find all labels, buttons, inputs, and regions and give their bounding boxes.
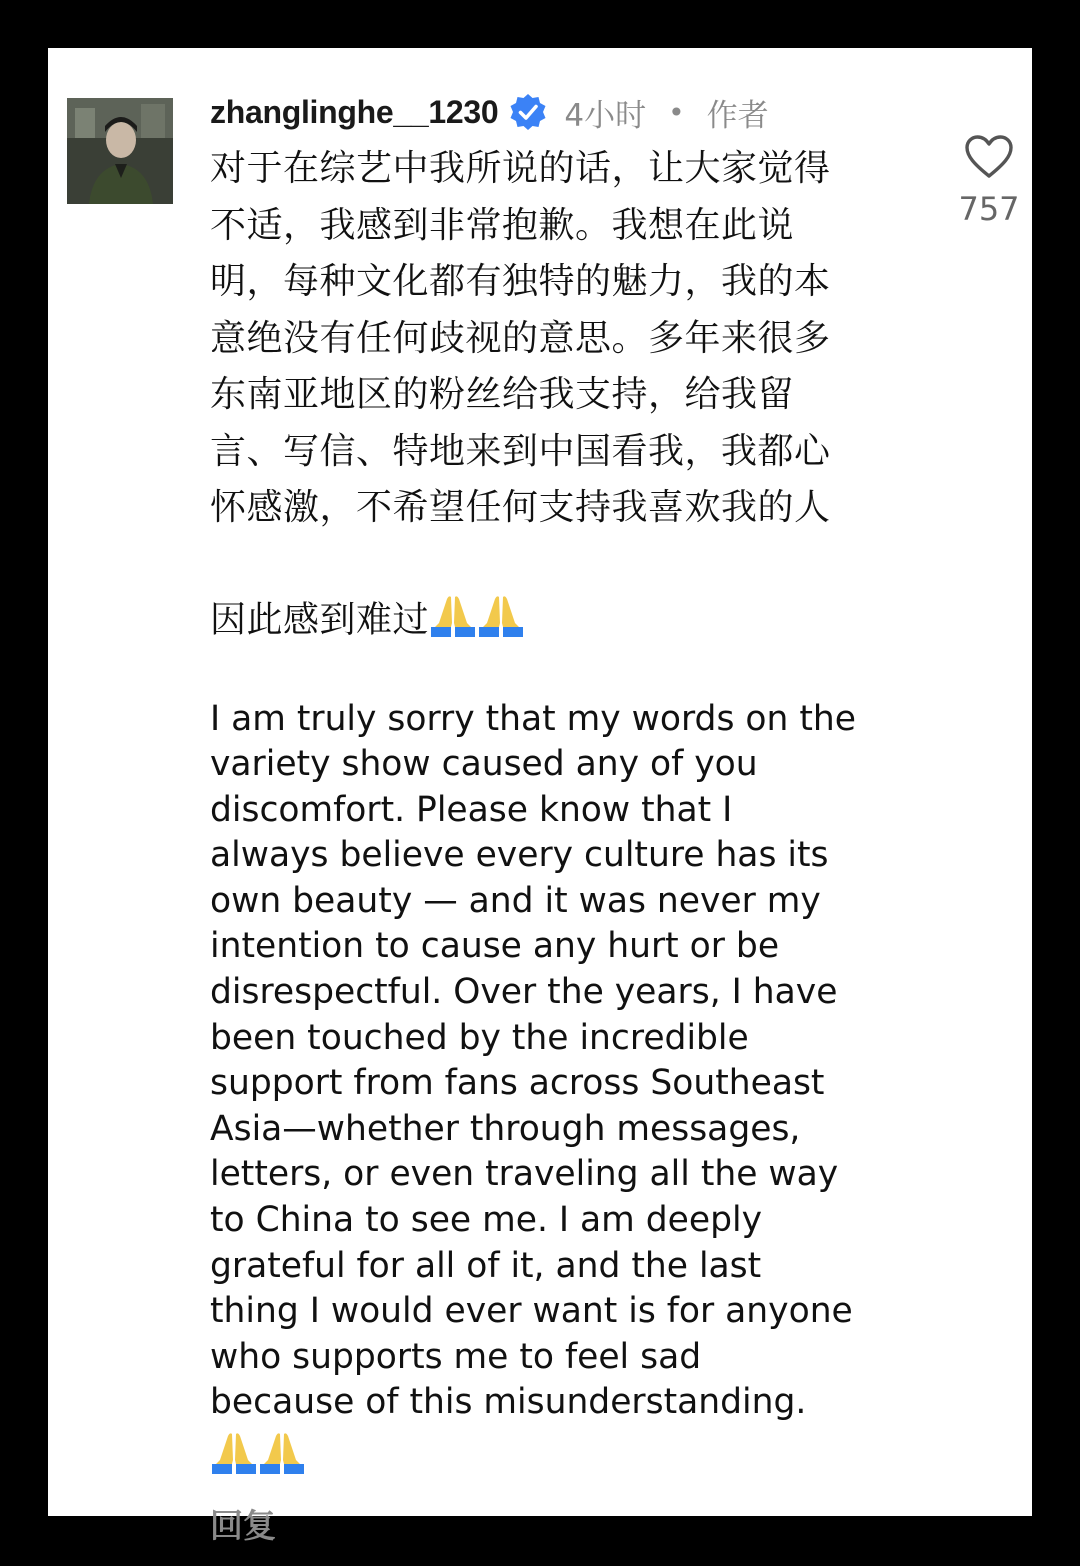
heart-icon[interactable] xyxy=(948,134,1030,180)
emoji-row xyxy=(210,1430,910,1478)
folded-hands-icon xyxy=(210,1430,258,1474)
comment-time: 4小时 xyxy=(564,97,647,134)
like-count: 757 xyxy=(958,190,1020,228)
comment-text-chinese xyxy=(210,141,910,649)
comment-card xyxy=(48,48,1032,1545)
comment-text-chinese-content: 对于在综艺中我所说的话，让大家觉得 不适，我感到非常抱歉。我想在此说 明，每种文化都有独特的魅力，我的本 意绝没有任何歧视的意思。多年来很多 东南亚地区的粉丝给我支持，给我留 言、写信、特地来到中国看我，我都心 怀感激，不希望任何支持我喜欢我的人 因此感到难过 xyxy=(210,148,831,640)
folded-hands-icon xyxy=(429,537,477,581)
separator-dot: • xyxy=(668,95,685,129)
verified-badge-icon xyxy=(508,92,548,132)
reply-button[interactable]: 回复 xyxy=(210,1506,276,1545)
comment-text-english: I am truly sorry that my words on the variety show caused any of you discomfort. Please know that I always believe every culture has its own beauty — and it was never my intention to cause any hurt or be disrespectful. Over the years, I have been touched by the incredible support from fans across Southeast Asia—whether through messages, letters, or even traveling all the way to China to see me. I am deeply grateful for all of it, and the last thing I would ever want is for anyone who supports me to feel sad because of this misunderstanding. xyxy=(210,698,856,1423)
folded-hands-icon xyxy=(258,1430,306,1474)
comment-header xyxy=(210,84,910,140)
folded-hands-icon xyxy=(477,537,525,581)
username[interactable]: zhanglinghe__1230 xyxy=(210,93,499,130)
avatar[interactable] xyxy=(67,98,173,204)
like-control xyxy=(948,134,1030,228)
author-tag: 作者 xyxy=(706,97,769,134)
comment-body xyxy=(210,84,910,1547)
